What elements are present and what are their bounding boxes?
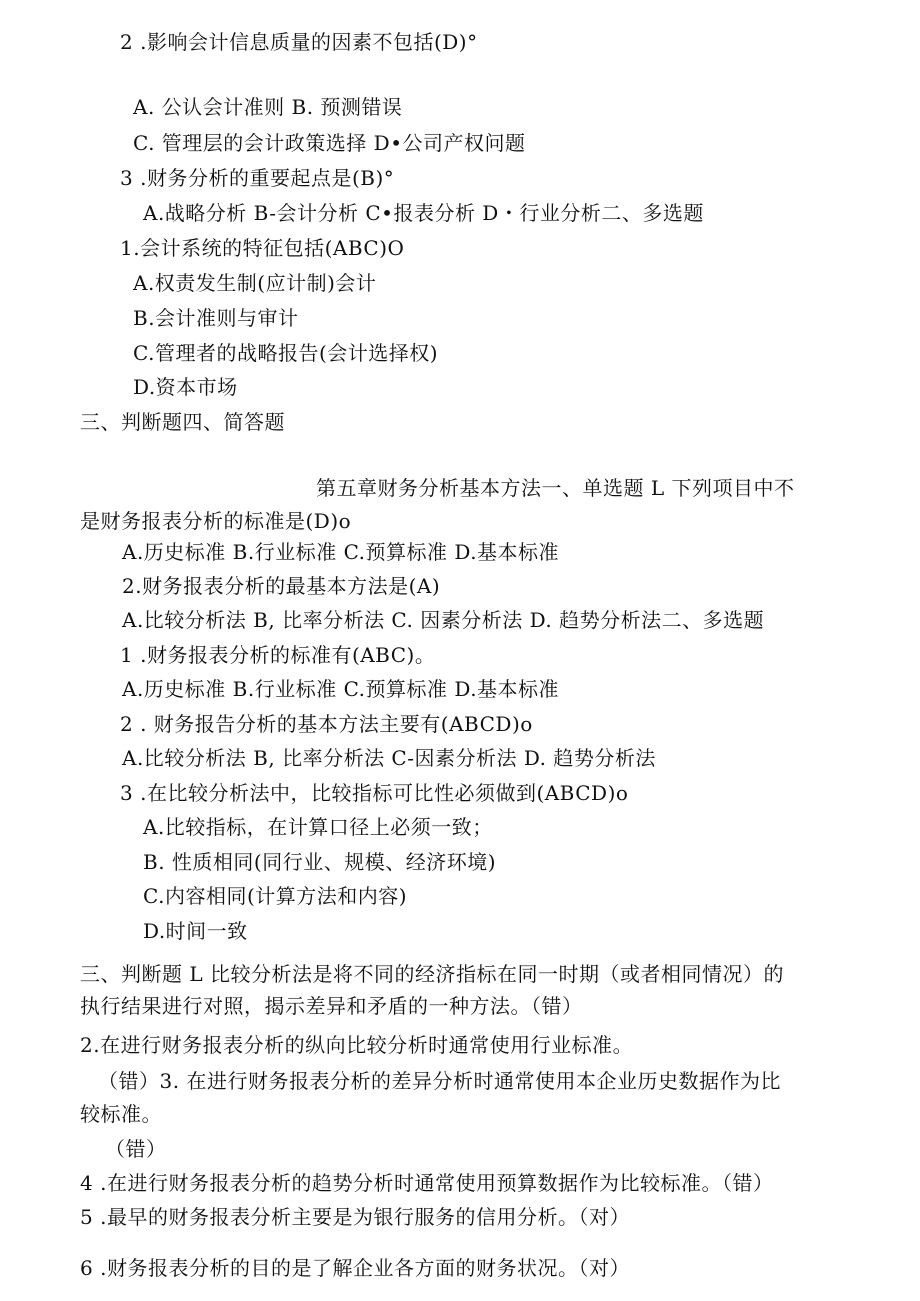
section-heading-judgement-short: 三、判断题四、简答题 bbox=[80, 410, 285, 434]
chapter-5-multi-q1-options: A.历史标准 B.行业标准 C.预算标准 D.基本标准 bbox=[122, 677, 560, 701]
chapter-5-heading: 第五章财务分析基本方法一、单选题 L 下列项目中不 bbox=[316, 476, 795, 500]
question-3-stem: 3 .财务分析的重要起点是(B)° bbox=[120, 166, 395, 190]
judgement-q3-line2: 较标准。 bbox=[80, 1102, 162, 1126]
chapter-5-q2-options: A.比较分析法 B, 比率分析法 C. 因素分析法 D. 趋势分析法二、多选题 bbox=[122, 608, 765, 632]
chapter-5-multi-q3-option-c: C.内容相同(计算方法和内容) bbox=[143, 884, 408, 908]
judgement-q5: 5 .最早的财务报表分析主要是为银行服务的信用分析。（对） bbox=[80, 1205, 630, 1229]
judgement-q2: 2.在进行财务报表分析的纵向比较分析时通常使用行业标准。 bbox=[80, 1033, 634, 1057]
chapter-5-multi-q2-options: A.比较分析法 B, 比率分析法 C-因素分析法 D. 趋势分析法 bbox=[122, 746, 656, 770]
chapter-5-multi-q3-option-b: B. 性质相同(同行业、规模、经济环境) bbox=[143, 850, 497, 874]
multi-question-1-option-c: C.管理者的战略报告(会计选择权) bbox=[133, 341, 439, 365]
multi-question-1-option-b: B.会计准则与审计 bbox=[133, 306, 299, 330]
chapter-5-q1-options: A.历史标准 B.行业标准 C.预算标准 D.基本标准 bbox=[122, 540, 560, 564]
chapter-5-q2-stem: 2.财务报表分析的最基本方法是(A) bbox=[122, 574, 441, 598]
question-2-options-ab: A. 公认会计准则 B. 预测错误 bbox=[133, 95, 403, 119]
judgement-q4: 4 .在进行财务报表分析的趋势分析时通常使用预算数据作为比较标准。（错） bbox=[80, 1171, 774, 1195]
chapter-5-multi-q3-option-d: D.时间一致 bbox=[143, 919, 248, 943]
multi-question-1-stem: 1.会计系统的特征包括(ABC)O bbox=[120, 236, 405, 260]
multi-question-1-option-a: A.权责发生制(应计制)会计 bbox=[133, 271, 377, 295]
judgement-q1-line2: 执行结果进行对照，揭示差异和矛盾的一种方法。（错） bbox=[80, 994, 583, 1018]
judgement-q2-answer-q3-line1: （错）3. 在进行财务报表分析的差异分析时通常使用本企业历史数据作为比 bbox=[98, 1069, 781, 1093]
question-2-stem: 2 .影响会计信息质量的因素不包括(D)° bbox=[120, 30, 478, 54]
judgement-q1-line1: 三、判断题 L 比较分析法是将不同的经济指标在同一时期（或者相同情况）的 bbox=[80, 962, 784, 986]
chapter-5-multi-q3-option-a: A.比较指标，在计算口径上必须一致； bbox=[143, 815, 493, 839]
chapter-5-q1-stem-cont: 是财务报表分析的标准是(D)o bbox=[80, 509, 352, 533]
judgement-q3-answer: （错） bbox=[105, 1137, 167, 1161]
chapter-5-multi-q3-stem: 3 .在比较分析法中，比较指标可比性必须做到(ABCD)o bbox=[120, 781, 629, 805]
chapter-5-multi-q1-stem: 1 .财务报表分析的标准有(ABC)。 bbox=[120, 643, 436, 667]
chapter-5-multi-q2-stem: 2 . 财务报告分析的基本方法主要有(ABCD)o bbox=[120, 712, 533, 736]
judgement-q6: 6 .财务报表分析的目的是了解企业各方面的财务状况。（对） bbox=[80, 1256, 630, 1280]
multi-question-1-option-d: D.资本市场 bbox=[133, 375, 238, 399]
question-3-options: A.战略分析 B-会计分析 C•报表分析 D・行业分析二、多选题 bbox=[143, 201, 704, 225]
question-2-options-cd: C. 管理层的会计政策选择 D•公司产权问题 bbox=[133, 131, 526, 155]
